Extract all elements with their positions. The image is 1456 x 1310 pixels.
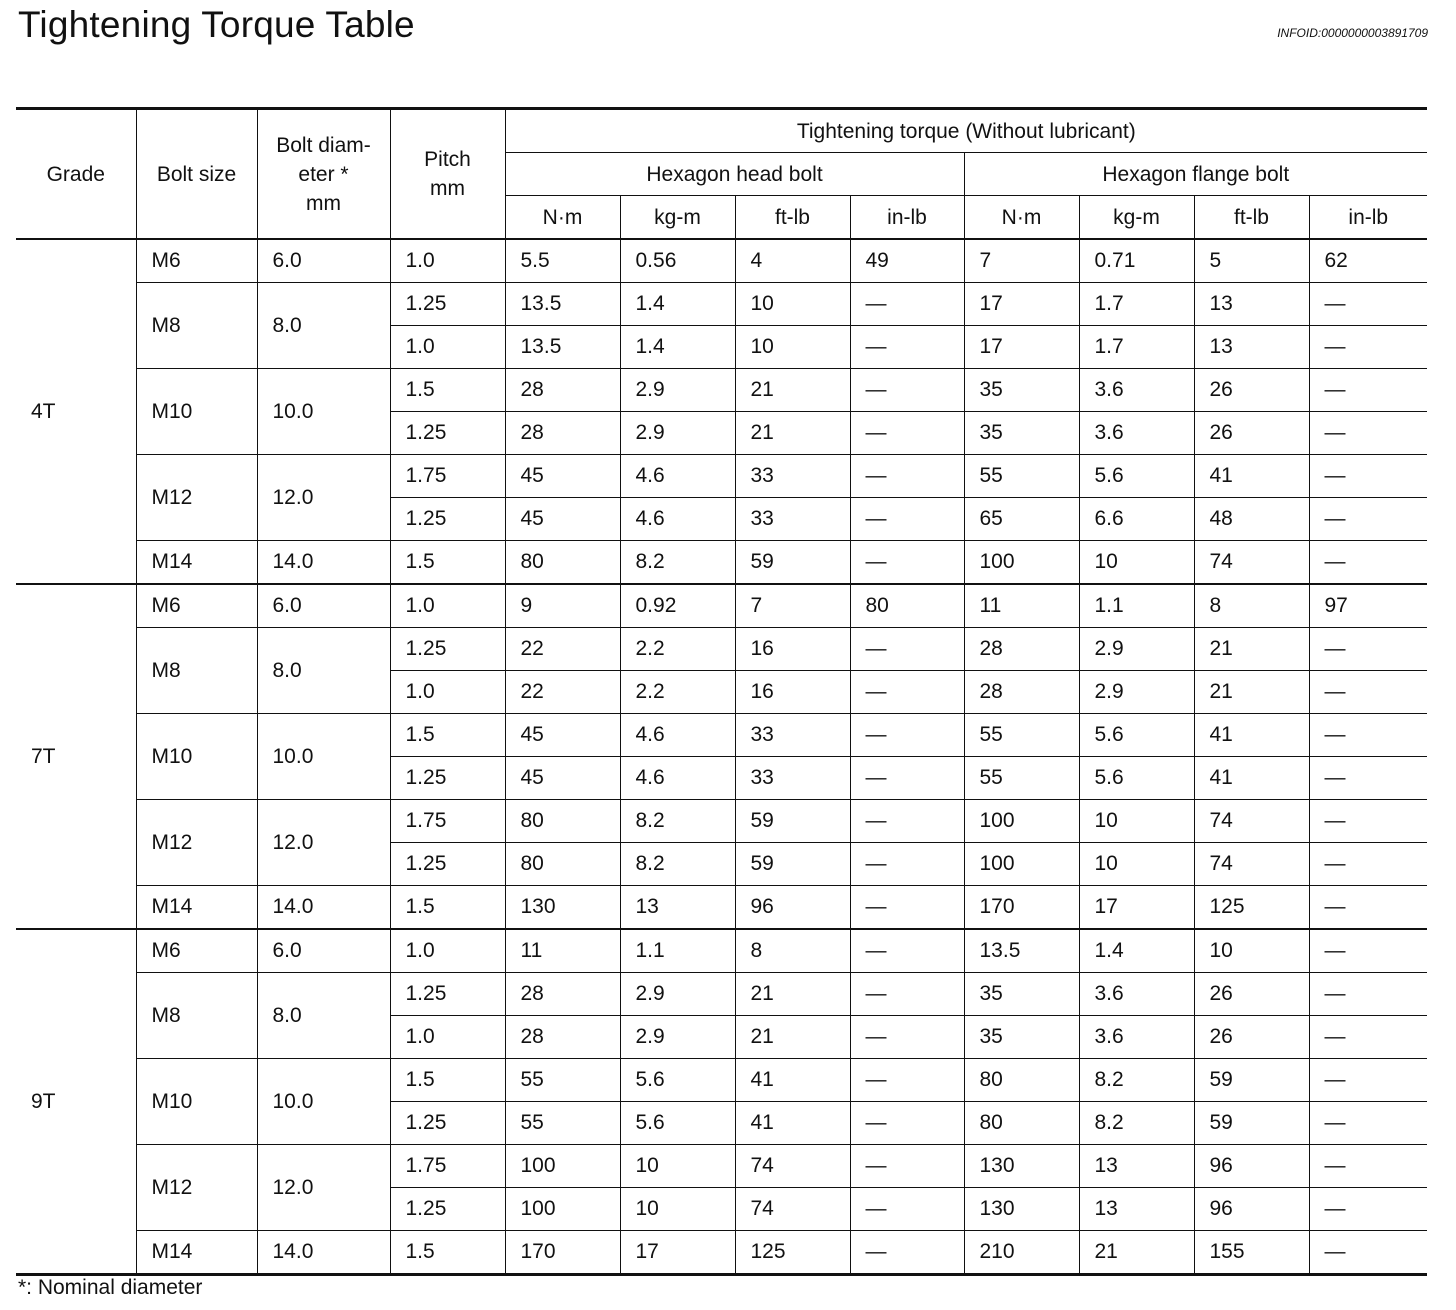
- torque-value-cell: 96: [1194, 1145, 1309, 1188]
- grade-cell: 4T: [16, 239, 136, 584]
- torque-value-cell: —: [850, 455, 964, 498]
- bolt-size-cell: M14: [136, 541, 257, 585]
- torque-value-cell: 10: [620, 1188, 735, 1231]
- pitch-cell: 1.0: [390, 1016, 505, 1059]
- torque-value-cell: 3.6: [1079, 412, 1194, 455]
- torque-value-cell: 41: [1194, 714, 1309, 757]
- bolt-size-cell: M10: [136, 369, 257, 455]
- torque-value-cell: 80: [505, 541, 620, 585]
- table-row: [16, 584, 1427, 628]
- torque-value-cell: 5.5: [505, 239, 620, 283]
- torque-value-cell: 28: [505, 973, 620, 1016]
- header-unit-inlb-head: in-lb: [850, 196, 964, 240]
- torque-value-cell: 8: [735, 929, 850, 973]
- bolt-size-cell: M8: [136, 283, 257, 369]
- torque-value-cell: 59: [1194, 1059, 1309, 1102]
- torque-value-cell: 62: [1309, 239, 1427, 283]
- bolt-diameter-cell: 6.0: [257, 584, 390, 628]
- header-bolt-diameter: [257, 109, 390, 240]
- bolt-diameter-cell: 14.0: [257, 1231, 390, 1275]
- pitch-cell: 1.5: [390, 714, 505, 757]
- table-row: [16, 541, 1427, 585]
- torque-value-cell: 10: [620, 1145, 735, 1188]
- torque-value-cell: —: [850, 886, 964, 930]
- grade-cell: 9T: [16, 929, 136, 1275]
- torque-value-cell: 48: [1194, 498, 1309, 541]
- torque-value-cell: 130: [505, 886, 620, 930]
- torque-value-cell: 130: [964, 1188, 1079, 1231]
- torque-value-cell: 5.6: [620, 1059, 735, 1102]
- torque-value-cell: 0.71: [1079, 239, 1194, 283]
- torque-value-cell: 41: [1194, 455, 1309, 498]
- torque-value-cell: 2.9: [1079, 671, 1194, 714]
- torque-value-cell: 13: [1194, 326, 1309, 369]
- torque-value-cell: 21: [735, 1016, 850, 1059]
- torque-value-cell: —: [850, 326, 964, 369]
- torque-value-cell: —: [850, 714, 964, 757]
- torque-value-cell: —: [1309, 1059, 1427, 1102]
- bolt-diameter-cell: 12.0: [257, 455, 390, 541]
- torque-value-cell: 2.9: [620, 973, 735, 1016]
- torque-value-cell: 10: [1194, 929, 1309, 973]
- torque-value-cell: 1.1: [1079, 584, 1194, 628]
- table-row: [16, 239, 1427, 283]
- torque-value-cell: 21: [1194, 671, 1309, 714]
- torque-value-cell: 1.4: [1079, 929, 1194, 973]
- torque-value-cell: 55: [964, 757, 1079, 800]
- torque-value-cell: —: [850, 800, 964, 843]
- table-header: [16, 109, 1427, 240]
- torque-value-cell: 21: [735, 973, 850, 1016]
- header-unit-nm-flange: N·m: [964, 196, 1079, 240]
- torque-value-cell: 1.7: [1079, 283, 1194, 326]
- torque-value-cell: —: [1309, 800, 1427, 843]
- header-unit-kgm-flange: kg-m: [1079, 196, 1194, 240]
- torque-value-cell: 17: [620, 1231, 735, 1275]
- bolt-size-cell: M6: [136, 239, 257, 283]
- torque-value-cell: 8.2: [620, 541, 735, 585]
- torque-value-cell: 10: [1079, 800, 1194, 843]
- torque-value-cell: 26: [1194, 369, 1309, 412]
- torque-value-cell: 28: [505, 1016, 620, 1059]
- torque-value-cell: —: [1309, 886, 1427, 930]
- torque-value-cell: 45: [505, 455, 620, 498]
- torque-value-cell: 55: [505, 1059, 620, 1102]
- torque-value-cell: 96: [735, 886, 850, 930]
- torque-value-cell: —: [850, 843, 964, 886]
- bolt-diameter-cell: 6.0: [257, 239, 390, 283]
- torque-value-cell: 13.5: [964, 929, 1079, 973]
- torque-value-cell: 74: [1194, 800, 1309, 843]
- torque-value-cell: 6.6: [1079, 498, 1194, 541]
- torque-value-cell: 0.56: [620, 239, 735, 283]
- bolt-size-cell: M8: [136, 628, 257, 714]
- pitch-cell: 1.5: [390, 1231, 505, 1275]
- torque-value-cell: 55: [505, 1102, 620, 1145]
- pitch-cell: 1.0: [390, 326, 505, 369]
- torque-value-cell: 10: [1079, 541, 1194, 585]
- torque-value-cell: 2.9: [620, 412, 735, 455]
- torque-value-cell: 35: [964, 1016, 1079, 1059]
- table-row: [16, 455, 1427, 498]
- torque-value-cell: 59: [735, 800, 850, 843]
- torque-value-cell: 16: [735, 671, 850, 714]
- torque-value-cell: 35: [964, 369, 1079, 412]
- header-grade: Grade: [16, 109, 136, 240]
- torque-value-cell: —: [850, 412, 964, 455]
- torque-value-cell: 41: [735, 1102, 850, 1145]
- torque-value-cell: 5.6: [1079, 714, 1194, 757]
- bolt-size-cell: M8: [136, 973, 257, 1059]
- torque-value-cell: 10: [735, 326, 850, 369]
- table-row: [16, 628, 1427, 671]
- torque-value-cell: —: [850, 498, 964, 541]
- table-row: [16, 1059, 1427, 1102]
- torque-value-cell: 59: [735, 843, 850, 886]
- grade-cell: 7T: [16, 584, 136, 929]
- torque-value-cell: 7: [735, 584, 850, 628]
- torque-value-cell: —: [850, 283, 964, 326]
- pitch-cell: 1.5: [390, 886, 505, 930]
- torque-value-cell: —: [1309, 498, 1427, 541]
- table-row: [16, 1231, 1427, 1275]
- grade-group: [16, 584, 1427, 929]
- torque-value-cell: 3.6: [1079, 1016, 1194, 1059]
- torque-value-cell: —: [1309, 1102, 1427, 1145]
- torque-value-cell: —: [1309, 1188, 1427, 1231]
- torque-value-cell: —: [1309, 326, 1427, 369]
- torque-value-cell: 21: [1079, 1231, 1194, 1275]
- torque-value-cell: 80: [964, 1059, 1079, 1102]
- torque-value-cell: —: [1309, 1231, 1427, 1275]
- torque-value-cell: 1.7: [1079, 326, 1194, 369]
- torque-value-cell: —: [1309, 455, 1427, 498]
- torque-value-cell: 125: [735, 1231, 850, 1275]
- torque-value-cell: 4.6: [620, 714, 735, 757]
- torque-value-cell: 17: [964, 283, 1079, 326]
- torque-value-cell: 21: [1194, 628, 1309, 671]
- header-pitch: [390, 109, 505, 240]
- torque-value-cell: 100: [964, 800, 1079, 843]
- header-unit-ftlb-head: ft-lb: [735, 196, 850, 240]
- pitch-cell: 1.0: [390, 929, 505, 973]
- header-unit-nm-head: N·m: [505, 196, 620, 240]
- torque-value-cell: 59: [735, 541, 850, 585]
- torque-value-cell: 2.9: [620, 1016, 735, 1059]
- bolt-size-cell: M14: [136, 1231, 257, 1275]
- torque-value-cell: —: [1309, 628, 1427, 671]
- pitch-cell: 1.0: [390, 671, 505, 714]
- pitch-cell: 1.5: [390, 369, 505, 412]
- torque-value-cell: 80: [505, 800, 620, 843]
- header-bolt-size: Bolt size: [136, 109, 257, 240]
- torque-value-cell: 45: [505, 757, 620, 800]
- torque-value-cell: 3.6: [1079, 369, 1194, 412]
- torque-value-cell: 1.1: [620, 929, 735, 973]
- torque-value-cell: 33: [735, 714, 850, 757]
- torque-value-cell: 22: [505, 671, 620, 714]
- torque-value-cell: 13: [1079, 1145, 1194, 1188]
- torque-value-cell: 33: [735, 498, 850, 541]
- bolt-diameter-cell: 6.0: [257, 929, 390, 973]
- info-id: INFOID:0000000003891709: [1277, 26, 1428, 40]
- torque-value-cell: 49: [850, 239, 964, 283]
- pitch-cell: 1.75: [390, 1145, 505, 1188]
- pitch-cell: 1.5: [390, 541, 505, 585]
- torque-value-cell: —: [1309, 671, 1427, 714]
- torque-value-cell: 10: [735, 283, 850, 326]
- torque-value-cell: 26: [1194, 412, 1309, 455]
- pitch-cell: 1.25: [390, 283, 505, 326]
- torque-value-cell: 100: [964, 843, 1079, 886]
- bolt-diameter-cell: 14.0: [257, 541, 390, 585]
- table-row: [16, 800, 1427, 843]
- torque-value-cell: 4.6: [620, 498, 735, 541]
- torque-value-cell: 170: [964, 886, 1079, 930]
- torque-value-cell: 28: [505, 412, 620, 455]
- torque-value-cell: 74: [1194, 541, 1309, 585]
- table-row: [16, 1145, 1427, 1188]
- torque-value-cell: 96: [1194, 1188, 1309, 1231]
- torque-value-cell: 45: [505, 714, 620, 757]
- bolt-diameter-cell: 14.0: [257, 886, 390, 930]
- torque-value-cell: —: [850, 929, 964, 973]
- torque-value-cell: 155: [1194, 1231, 1309, 1275]
- bolt-size-cell: M6: [136, 929, 257, 973]
- footnote: *: Nominal diameter: [18, 1276, 203, 1299]
- header-bolt-diameter-text: Bolt diam- eter * mm: [276, 133, 371, 215]
- header-pitch-text: Pitch mm: [424, 148, 471, 200]
- torque-value-cell: —: [850, 1016, 964, 1059]
- page-title: Tightening Torque Table: [18, 4, 415, 45]
- torque-value-cell: —: [850, 1059, 964, 1102]
- torque-value-cell: 33: [735, 757, 850, 800]
- table-row: [16, 283, 1427, 326]
- bolt-size-cell: M14: [136, 886, 257, 930]
- torque-value-cell: —: [850, 1231, 964, 1275]
- bolt-size-cell: M12: [136, 800, 257, 886]
- torque-value-cell: 21: [735, 412, 850, 455]
- torque-value-cell: —: [1309, 714, 1427, 757]
- torque-value-cell: —: [850, 671, 964, 714]
- torque-value-cell: 7: [964, 239, 1079, 283]
- torque-value-cell: —: [850, 973, 964, 1016]
- table-row: [16, 973, 1427, 1016]
- torque-value-cell: —: [1309, 757, 1427, 800]
- torque-value-cell: 13.5: [505, 283, 620, 326]
- torque-value-cell: 8.2: [1079, 1102, 1194, 1145]
- torque-value-cell: 13: [620, 886, 735, 930]
- bolt-diameter-cell: 8.0: [257, 973, 390, 1059]
- bolt-diameter-cell: 12.0: [257, 800, 390, 886]
- torque-value-cell: 5.6: [620, 1102, 735, 1145]
- torque-value-cell: 65: [964, 498, 1079, 541]
- torque-value-cell: 59: [1194, 1102, 1309, 1145]
- torque-table: [16, 107, 1427, 1276]
- torque-value-cell: 22: [505, 628, 620, 671]
- torque-value-cell: 170: [505, 1231, 620, 1275]
- torque-value-cell: 26: [1194, 1016, 1309, 1059]
- torque-value-cell: 1.4: [620, 326, 735, 369]
- pitch-cell: 1.25: [390, 412, 505, 455]
- pitch-cell: 1.25: [390, 628, 505, 671]
- pitch-cell: 1.25: [390, 843, 505, 886]
- bolt-diameter-cell: 12.0: [257, 1145, 390, 1231]
- torque-value-cell: 21: [735, 369, 850, 412]
- torque-value-cell: —: [1309, 541, 1427, 585]
- bolt-size-cell: M12: [136, 1145, 257, 1231]
- torque-value-cell: 5: [1194, 239, 1309, 283]
- torque-value-cell: 1.4: [620, 283, 735, 326]
- torque-value-cell: 80: [505, 843, 620, 886]
- torque-value-cell: —: [850, 1188, 964, 1231]
- torque-value-cell: 130: [964, 1145, 1079, 1188]
- torque-value-cell: 16: [735, 628, 850, 671]
- torque-value-cell: 41: [1194, 757, 1309, 800]
- torque-value-cell: —: [1309, 929, 1427, 973]
- header-tightening-torque: Tightening torque (Without lubricant): [505, 109, 1427, 153]
- torque-value-cell: 10: [1079, 843, 1194, 886]
- torque-value-cell: —: [850, 541, 964, 585]
- torque-value-cell: 35: [964, 412, 1079, 455]
- pitch-cell: 1.25: [390, 498, 505, 541]
- torque-value-cell: 100: [964, 541, 1079, 585]
- bolt-size-cell: M10: [136, 1059, 257, 1145]
- torque-value-cell: —: [1309, 412, 1427, 455]
- table-row: [16, 929, 1427, 973]
- torque-value-cell: 80: [964, 1102, 1079, 1145]
- torque-value-cell: —: [1309, 283, 1427, 326]
- torque-value-cell: 26: [1194, 973, 1309, 1016]
- torque-value-cell: 4: [735, 239, 850, 283]
- header-hexagon-head-bolt: Hexagon head bolt: [505, 153, 964, 196]
- bolt-diameter-cell: 10.0: [257, 369, 390, 455]
- bolt-diameter-cell: 10.0: [257, 1059, 390, 1145]
- header-unit-inlb-flange: in-lb: [1309, 196, 1427, 240]
- pitch-cell: 1.25: [390, 973, 505, 1016]
- bolt-size-cell: M10: [136, 714, 257, 800]
- torque-value-cell: 28: [505, 369, 620, 412]
- torque-value-cell: 8.2: [1079, 1059, 1194, 1102]
- torque-value-cell: 5.6: [1079, 455, 1194, 498]
- torque-value-cell: 100: [505, 1145, 620, 1188]
- torque-value-cell: 74: [1194, 843, 1309, 886]
- torque-value-cell: —: [850, 1145, 964, 1188]
- torque-value-cell: 45: [505, 498, 620, 541]
- torque-value-cell: 100: [505, 1188, 620, 1231]
- torque-value-cell: 5.6: [1079, 757, 1194, 800]
- torque-value-cell: 17: [1079, 886, 1194, 930]
- torque-value-cell: 2.2: [620, 671, 735, 714]
- torque-value-cell: —: [1309, 369, 1427, 412]
- header-unit-ftlb-flange: ft-lb: [1194, 196, 1309, 240]
- torque-value-cell: 210: [964, 1231, 1079, 1275]
- torque-value-cell: 97: [1309, 584, 1427, 628]
- torque-value-cell: 9: [505, 584, 620, 628]
- torque-value-cell: 4.6: [620, 757, 735, 800]
- torque-value-cell: 74: [735, 1145, 850, 1188]
- bolt-diameter-cell: 8.0: [257, 283, 390, 369]
- torque-value-cell: 13.5: [505, 326, 620, 369]
- torque-value-cell: 28: [964, 671, 1079, 714]
- pitch-cell: 1.25: [390, 757, 505, 800]
- pitch-cell: 1.75: [390, 455, 505, 498]
- torque-value-cell: 2.9: [1079, 628, 1194, 671]
- torque-value-cell: 13: [1079, 1188, 1194, 1231]
- bolt-size-cell: M12: [136, 455, 257, 541]
- torque-value-cell: —: [850, 369, 964, 412]
- torque-value-cell: 11: [505, 929, 620, 973]
- torque-value-cell: 55: [964, 714, 1079, 757]
- torque-value-cell: 4.6: [620, 455, 735, 498]
- torque-value-cell: 35: [964, 973, 1079, 1016]
- torque-value-cell: 8: [1194, 584, 1309, 628]
- pitch-cell: 1.75: [390, 800, 505, 843]
- pitch-cell: 1.25: [390, 1188, 505, 1231]
- torque-value-cell: 0.92: [620, 584, 735, 628]
- grade-group: [16, 929, 1427, 1275]
- torque-value-cell: 3.6: [1079, 973, 1194, 1016]
- torque-value-cell: 17: [964, 326, 1079, 369]
- bolt-diameter-cell: 10.0: [257, 714, 390, 800]
- torque-value-cell: —: [850, 757, 964, 800]
- table-row: [16, 886, 1427, 930]
- torque-value-cell: 41: [735, 1059, 850, 1102]
- torque-value-cell: 80: [850, 584, 964, 628]
- torque-value-cell: 8.2: [620, 843, 735, 886]
- torque-value-cell: 13: [1194, 283, 1309, 326]
- torque-value-cell: —: [850, 628, 964, 671]
- pitch-cell: 1.5: [390, 1059, 505, 1102]
- torque-value-cell: 55: [964, 455, 1079, 498]
- torque-value-cell: —: [1309, 1016, 1427, 1059]
- torque-value-cell: 33: [735, 455, 850, 498]
- torque-value-cell: —: [1309, 843, 1427, 886]
- torque-value-cell: —: [1309, 1145, 1427, 1188]
- torque-value-cell: 74: [735, 1188, 850, 1231]
- table-row: [16, 369, 1427, 412]
- grade-group: [16, 239, 1427, 584]
- pitch-cell: 1.25: [390, 1102, 505, 1145]
- header-hexagon-flange-bolt: Hexagon flange bolt: [964, 153, 1427, 196]
- header-unit-kgm-head: kg-m: [620, 196, 735, 240]
- bolt-diameter-cell: 8.0: [257, 628, 390, 714]
- torque-value-cell: 8.2: [620, 800, 735, 843]
- torque-value-cell: 2.9: [620, 369, 735, 412]
- pitch-cell: 1.0: [390, 584, 505, 628]
- pitch-cell: 1.0: [390, 239, 505, 283]
- torque-value-cell: —: [1309, 973, 1427, 1016]
- torque-value-cell: 2.2: [620, 628, 735, 671]
- torque-value-cell: 11: [964, 584, 1079, 628]
- torque-value-cell: 125: [1194, 886, 1309, 930]
- torque-value-cell: 28: [964, 628, 1079, 671]
- torque-value-cell: —: [850, 1102, 964, 1145]
- bolt-size-cell: M6: [136, 584, 257, 628]
- table-row: [16, 714, 1427, 757]
